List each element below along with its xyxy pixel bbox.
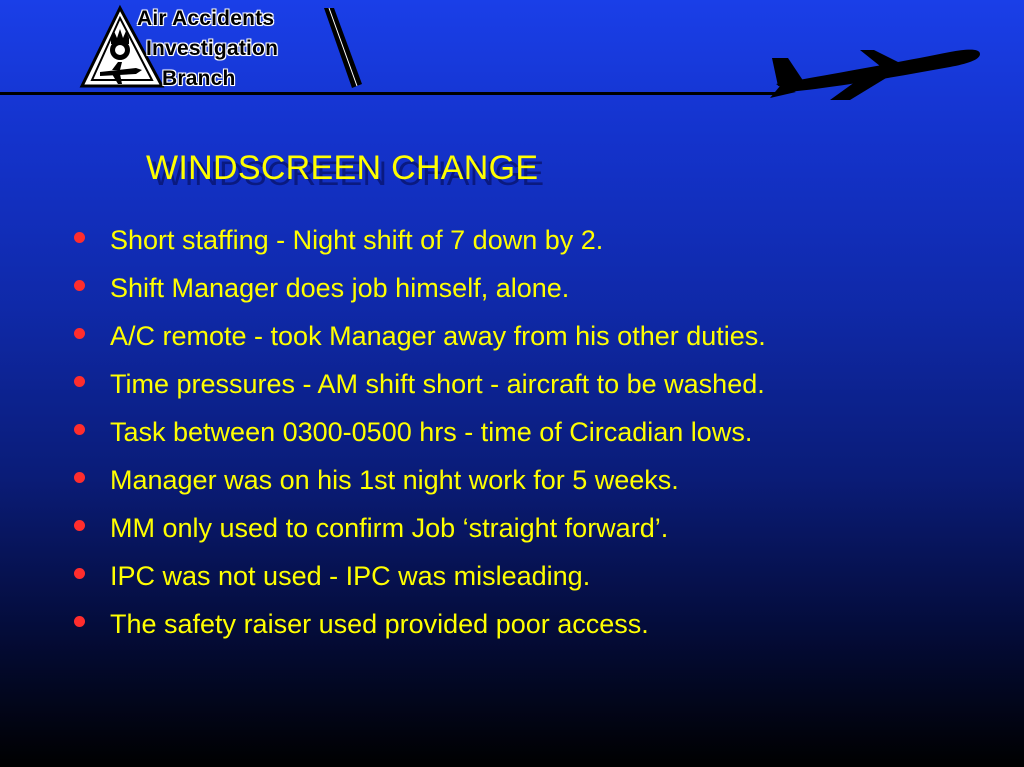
bullet-dot-icon — [74, 232, 85, 243]
slide-title: WINDSCREEN CHANGE — [146, 149, 539, 187]
bullet-dot-icon — [74, 568, 85, 579]
logo-text-line-1: Air Accidents — [137, 7, 275, 30]
slide-header — [0, 0, 1024, 100]
bullet-dot-icon — [74, 424, 85, 435]
bullet-text: Time pressures - AM shift short - aircraft to be washed. — [110, 369, 765, 399]
bullet-text: Shift Manager does job himself, alone. — [110, 273, 570, 303]
bullet-dot-icon — [74, 280, 85, 291]
header-divider — [0, 92, 780, 95]
bullet-text: IPC was not used - IPC was misleading. — [110, 561, 591, 591]
bullet-text: Task between 0300-0500 hrs - time of Circadian lows. — [110, 417, 753, 447]
bullet-dot-icon — [74, 328, 85, 339]
logo-text-line-2: Investigation — [146, 37, 279, 60]
bullet-text: The safety raiser used provided poor access. — [110, 609, 649, 639]
bullet-text: Short staffing - Night shift of 7 down by 2. — [110, 225, 604, 255]
bullet-text: A/C remote - took Manager away from his other duties. — [110, 321, 766, 351]
bullet-text: Manager was on his 1st night work for 5 weeks. — [110, 465, 679, 495]
bullet-dot-icon — [74, 376, 85, 387]
bullet-dot-icon — [74, 472, 85, 483]
bullet-text: MM only used to confirm Job ‘straight forward’. — [110, 513, 669, 543]
logo-text-line-3: Branch — [162, 67, 236, 90]
bullet-dot-icon — [74, 520, 85, 531]
bullet-dot-icon — [74, 616, 85, 627]
airplane-silhouette-icon — [770, 40, 985, 102]
